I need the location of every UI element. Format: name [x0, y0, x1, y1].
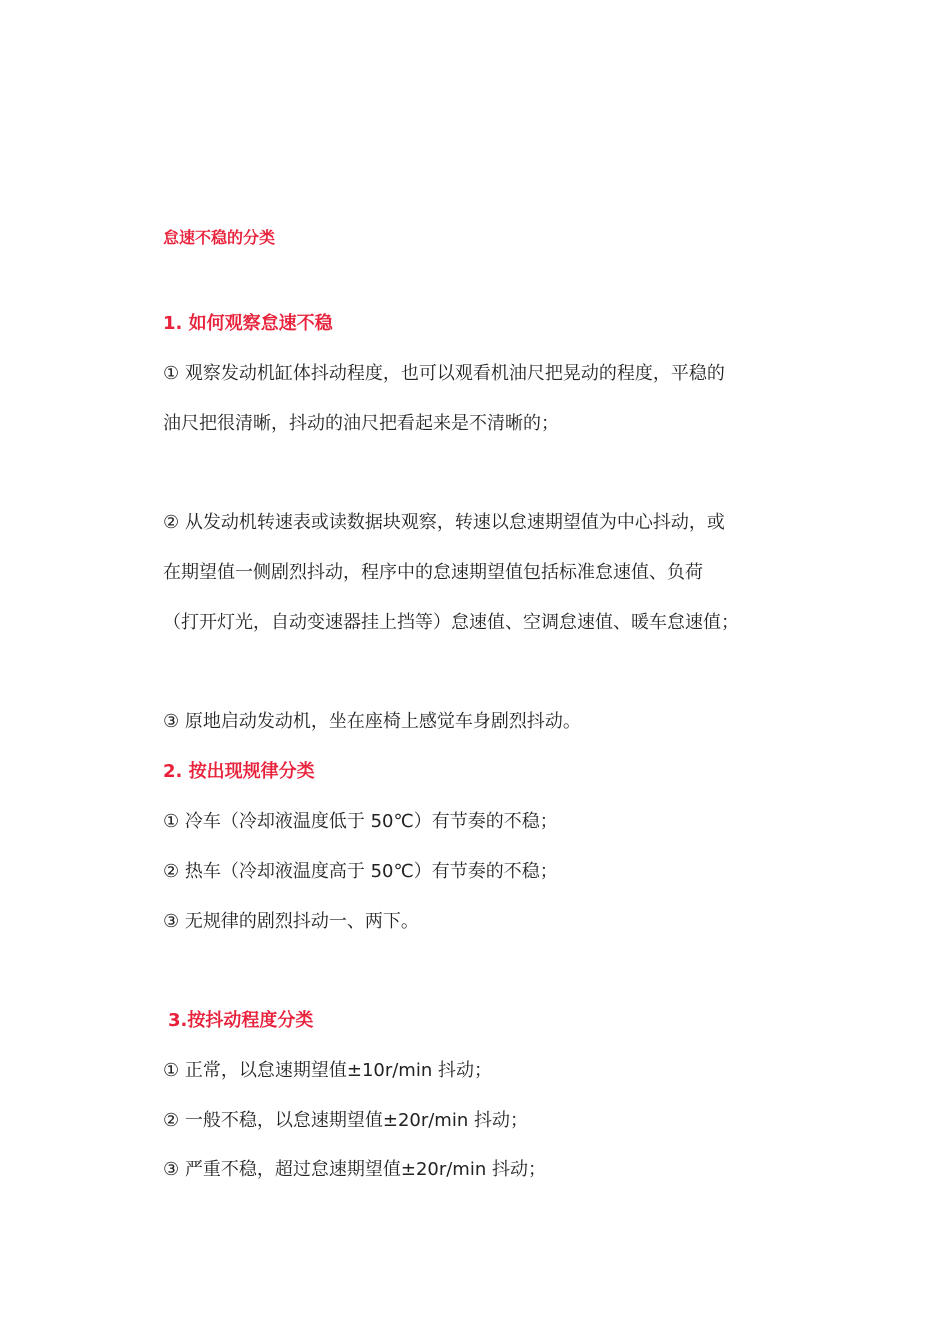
section-2-heading: 2. 按出现规律分类 [163, 761, 315, 782]
section-1-line-4: 在期望值一侧剧烈抖动，程序中的怠速期望值包括标准怠速值、负荷 [163, 562, 703, 583]
document-title: 怠速不稳的分类 [163, 228, 276, 247]
section-1-line-2: 油尺把很清晰，抖动的油尺把看起来是不清晰的； [163, 413, 559, 434]
section-3-heading: 3.按抖动程度分类 [168, 1010, 314, 1031]
section-3-line-1: ① 正常，以怠速期望值±10r/min 抖动； [163, 1060, 492, 1081]
section-1-line-3: ② 从发动机转速表或读数据块观察，转速以怠速期望值为中心抖动，或 [163, 512, 725, 533]
section-1-line-6: ③ 原地启动发动机，坐在座椅上感觉车身剧烈抖动。 [163, 711, 581, 732]
section-2-line-2: ② 热车（冷却液温度高于 50℃）有节奏的不稳； [163, 861, 558, 882]
section-2-line-1: ① 冷车（冷却液温度低于 50℃）有节奏的不稳； [163, 811, 558, 832]
section-2-line-3: ③ 无规律的剧烈抖动一、两下。 [163, 911, 419, 932]
section-3-line-2: ② 一般不稳，以怠速期望值±20r/min 抖动； [163, 1110, 528, 1131]
section-1-heading: 1. 如何观察怠速不稳 [163, 313, 333, 334]
section-1-line-1: ① 观察发动机缸体抖动程度，也可以观看机油尺把晃动的程度，平稳的 [163, 363, 725, 384]
section-1-line-5: （打开灯光，自动变速器挂上挡等）怠速值、空调怠速值、暖车怠速值； [163, 612, 739, 633]
section-3-line-3: ③ 严重不稳，超过怠速期望值±20r/min 抖动； [163, 1159, 546, 1180]
